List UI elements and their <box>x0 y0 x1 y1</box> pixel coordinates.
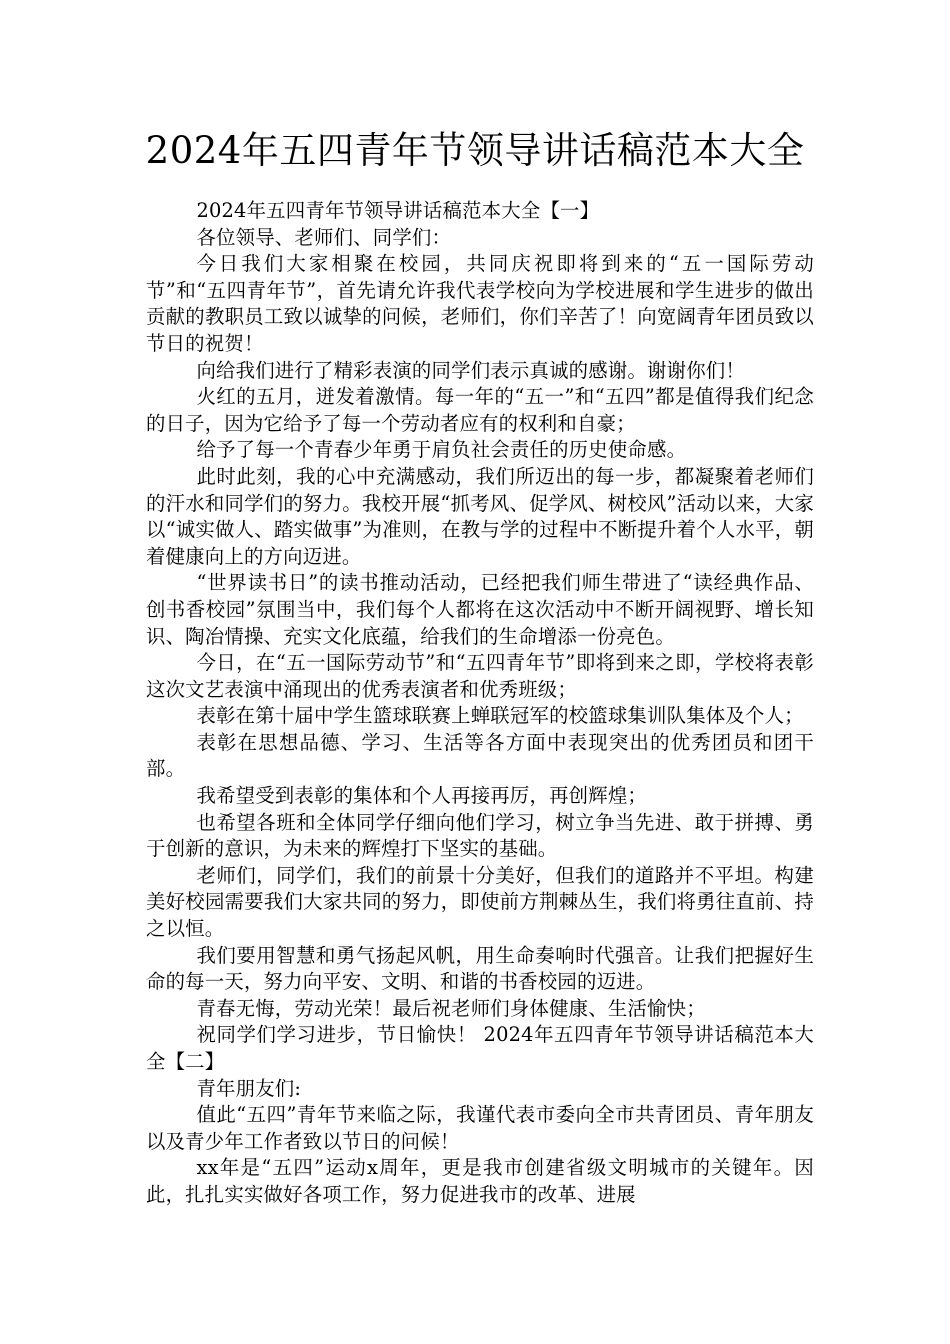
paragraph: 也希望各班和全体同学仔细向他们学习，树立争当先进、敢于拼搏、勇于创新的意识，为未来的辉煌打下坚实的基础。 <box>146 810 814 861</box>
paragraph-section-heading-1: 2024年五四青年节领导讲话稿范本大全【一】 <box>196 199 600 222</box>
paragraph-greeting: 各位领导、老师们、同学们： <box>196 225 452 249</box>
document-body <box>146 198 814 1209</box>
paragraph: 火红的五月，迸发着激情。每一年的“五一”和“五四”都是值得我们纪念的日子，因为它给予了每一个劳动者应有的权利和自豪； <box>146 385 814 435</box>
paragraph: xx年是“五四”运动x周年，更是我市创建省级文明城市的关键年。因此，扎扎实实做好各项工作，努力促进我市的改革、进展 <box>146 1156 814 1206</box>
paragraph: 我们要用智慧和勇气扬起风帆，用生命奏响时代强音。让我们把握好生命的每一天，努力向平安、文明、和谐的书香校园的迈进。 <box>146 943 814 994</box>
paragraph: “世界读书日”的读书推动活动，已经把我们师生带进了“读经典作品、创书香校园”氛围当中，我们每个人都将在这次活动中不断开阔视野、增长知识、陶冶情操、充实文化底蕴，给我们的生命增添一份亮色。 <box>146 571 814 648</box>
paragraph: 向给我们进行了精彩表演的同学们表示真诚的感谢。谢谢你们！ <box>196 358 745 382</box>
paragraph: 青春无悔，劳动光荣！最后祝老师们身体健康、生活愉快； <box>196 996 706 1020</box>
paragraph: 表彰在思想品德、学习、生活等各方面中表现突出的优秀团员和团干部。 <box>146 730 814 781</box>
paragraph-greeting: 青年朋友们: <box>196 1076 302 1100</box>
paragraph: 今日，在“五一国际劳动节”和“五四青年节”即将到来之即，学校将表彰这次文艺表演中涌现出的优秀表演者和优秀班级； <box>146 651 814 701</box>
paragraph: 我希望受到表彰的集体和个人再接再厉，再创辉煌； <box>196 784 648 808</box>
document-title: 2024年五四青年节领导讲话稿范本大全 <box>145 129 805 172</box>
paragraph-section-heading-2: 祝同学们学习进步，节日愉快！ 2024年五四青年节领导讲话稿范本大全【二】 <box>146 1023 814 1073</box>
paragraph: 老师们，同学们，我们的前景十分美好，但我们的道路并不平坦。构建美好校园需要我们大家共同的努力，即使前方荆棘丛生，我们将勇往直前、持之以恒。 <box>146 863 814 941</box>
paragraph: 给予了每一个青春少年勇于肩负社会责任的历史使命感。 <box>196 438 687 462</box>
paragraph: 值此“五四”青年节来临之际，我谨代表市委向全市共青团员、青年朋友以及青少年工作者致以节日的问候！ <box>146 1103 814 1153</box>
paragraph: 今日我们大家相聚在校园，共同庆祝即将到来的“五一国际劳动节”和“五四青年节”，首先请允许我代表学校向为学校进展和学生进步的做出贡献的教职员工致以诚挚的问候，老师们，你们辛苦了！向宽阔青年团员致以节日的祝贺！ <box>146 252 814 355</box>
paragraph: 此时此刻，我的心中充满感动，我们所迈出的每一步，都凝聚着老师们的汗水和同学们的努力。我校开展“抓考风、促学风、树校风”活动以来，大家以“诚实做人、踏实做事”为准则，在教与学的过程中不断提升着个人水平，朝着健康向上的方向迈进。 <box>146 464 814 568</box>
paragraph: 表彰在第十届中学生篮球联赛上蝉联冠军的校篮球集训队集体及个人； <box>196 704 804 728</box>
